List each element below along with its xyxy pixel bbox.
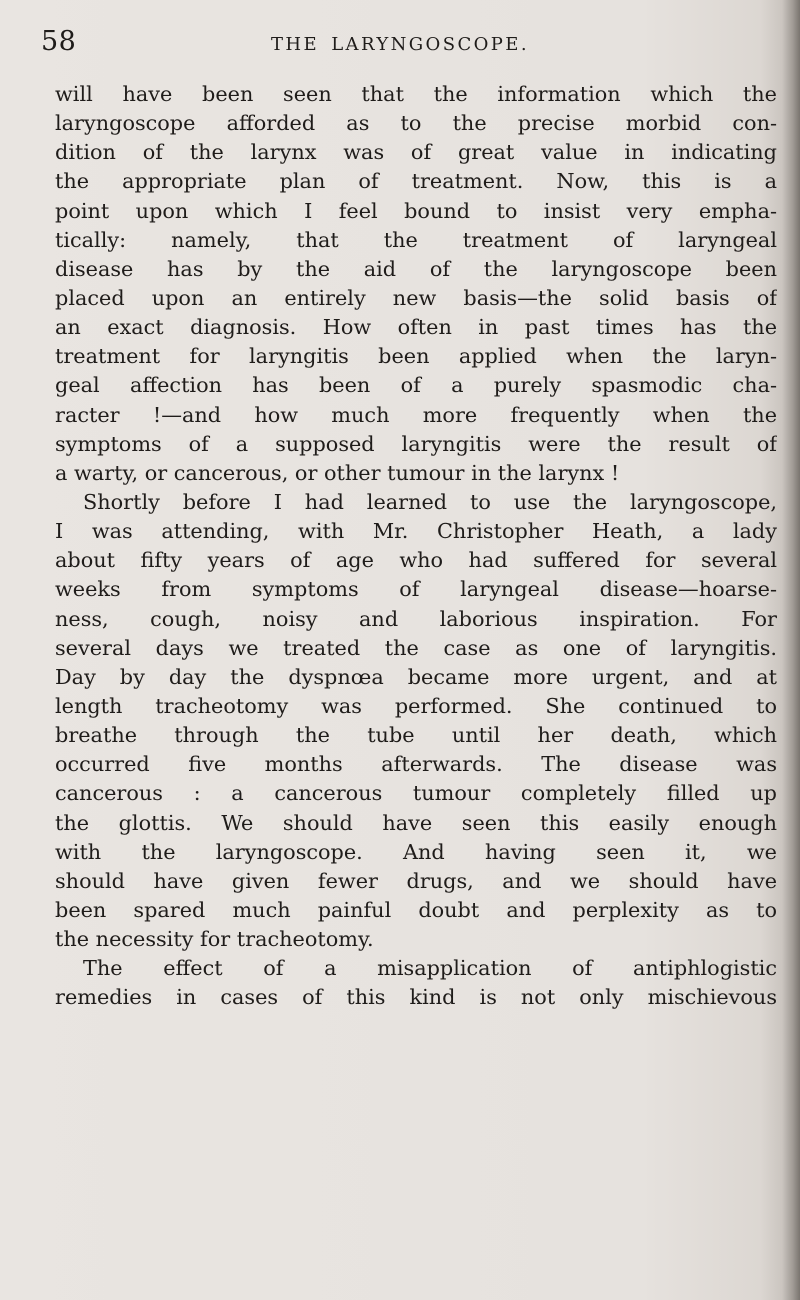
text-line: Shortly before I had learned to use the laryngoscope, bbox=[83, 489, 777, 514]
text-line: an exact diagnosis. How often in past times has the bbox=[55, 315, 777, 340]
text-line: racter !—and how much more frequently when the bbox=[55, 402, 777, 427]
text-line: symptoms of a supposed laryngitis were the result of bbox=[55, 431, 777, 456]
text-line: ness, cough, noisy and laborious inspiration. For bbox=[55, 606, 777, 631]
text-line: point upon which I feel bound to insist very empha- bbox=[55, 198, 777, 223]
text-line: cancerous : a cancerous tumour completely filled up bbox=[55, 781, 777, 806]
text-line: the necessity for tracheotomy. bbox=[55, 927, 374, 952]
text-line: breathe through the tube until her death, which bbox=[55, 723, 777, 748]
text-line: occurred five months afterwards. The disease was bbox=[55, 752, 777, 777]
running-head: THE LARYNGOSCOPE. bbox=[271, 34, 529, 55]
text-line: several days we treated the case as one of laryngitis. bbox=[55, 635, 777, 660]
text-line: weeks from symptoms of laryngeal disease—hoarse- bbox=[55, 577, 777, 602]
text-line: a warty, or cancerous, or other tumour in the larynx ! bbox=[55, 460, 620, 485]
text-line: disease has by the aid of the laryngoscope been bbox=[55, 256, 777, 281]
page-number: 58 bbox=[41, 26, 77, 57]
text-line: treatment for laryngitis been applied when the laryn- bbox=[55, 344, 777, 369]
text-line: The effect of a misapplication of antiphlogistic bbox=[83, 956, 777, 981]
text-line: will have been seen that the information which the bbox=[55, 82, 777, 106]
text-line: Day by day the dyspnœa became more urgent, and at bbox=[55, 664, 777, 689]
text-line: the glottis. We should have seen this easily enough bbox=[55, 810, 777, 835]
text-line: should have given fewer drugs, and we should have bbox=[55, 868, 777, 893]
text-line: length tracheotomy was performed. She continued to bbox=[55, 693, 777, 718]
body-text bbox=[55, 80, 777, 1013]
text-line: remedies in cases of this kind is not only mischievous bbox=[55, 985, 777, 1010]
text-line: dition of the larynx was of great value in indicating bbox=[55, 140, 777, 165]
text-line: about fifty years of age who had suffered for several bbox=[55, 548, 777, 573]
text-line: been spared much painful doubt and perplexity as to bbox=[55, 897, 777, 922]
text-line: geal affection has been of a purely spasmodic cha- bbox=[55, 373, 777, 398]
text-line: laryngoscope afforded as to the precise morbid con- bbox=[55, 111, 777, 136]
text-line: I was attending, with Mr. Christopher Heath, a lady bbox=[55, 519, 777, 544]
text-line: tically: namely, that the treatment of laryngeal bbox=[55, 227, 777, 252]
page-edge-shadow bbox=[782, 0, 800, 1300]
text-line: the appropriate plan of treatment. Now, this is a bbox=[55, 169, 777, 194]
text-line: placed upon an entirely new basis—the solid basis of bbox=[55, 285, 777, 310]
text-line: with the laryngoscope. And having seen it, we bbox=[55, 839, 777, 864]
page-header bbox=[0, 26, 800, 66]
